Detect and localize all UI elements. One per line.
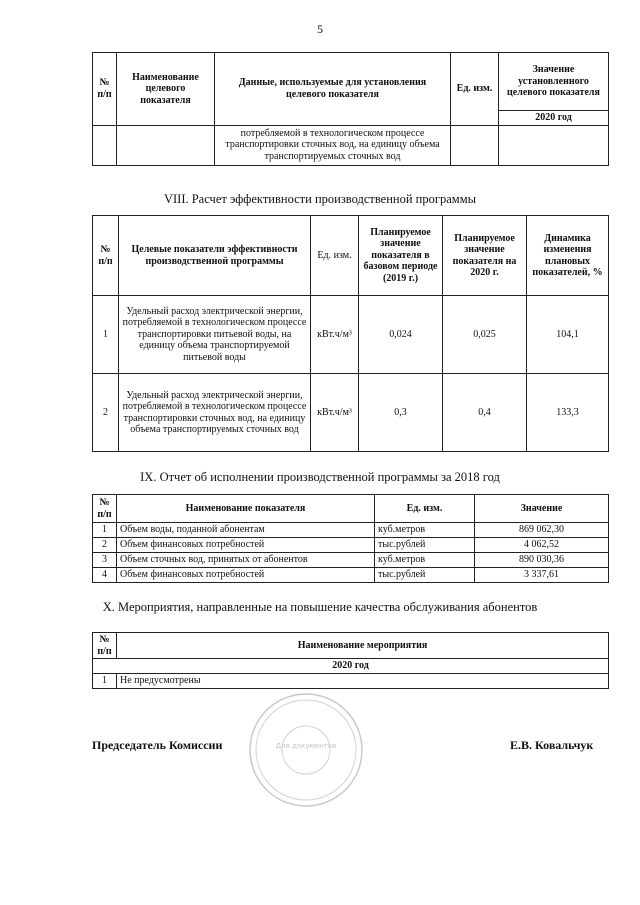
col-value: Значение <box>475 495 609 523</box>
col-name: Наименование мероприятия <box>117 633 609 659</box>
col-num: № п/п <box>93 216 119 296</box>
col-unit: Ед. изм. <box>451 53 499 126</box>
col-num: № п/п <box>93 53 117 126</box>
col-dyn: Динамика изменения плановых показателей, % <box>527 216 609 296</box>
table-row: 1 Не предусмотрены <box>93 674 609 689</box>
col-unit: Ед. изм. <box>311 216 359 296</box>
official-stamp <box>246 690 366 810</box>
col-num: № п/п <box>93 633 117 659</box>
table-row: 2 Удельный расход электрической энергии, потребляемой в технологическом процессе транспортировки сточных вод, на единицу объема транспортируемых сточных вод кВт.ч/м³ 0,3 0,4 133,3 <box>93 374 609 452</box>
col-base: Планируемое значение показателя в базовом периоде (2019 г.) <box>359 216 443 296</box>
col-num: № п/п <box>93 495 117 523</box>
col-data: Данные, используемые для установления целевого показателя <box>215 53 451 126</box>
year-row: 2020 год <box>93 659 609 674</box>
table-row: 1 Удельный расход электрической энергии, потребляемой в технологическом процессе транспортировки питьевой воды, на единицу объема транспортируемой питьевой воды кВт.ч/м³ 0,024 0,025 104,1 <box>93 296 609 374</box>
table-row: 3 Объем сточных вод, принятых от абонентов куб.метров 890 030,36 <box>93 553 609 568</box>
continuation-text: потребляемой в технологическом процессе транспортировки сточных вод, на единицу объема транспортируемых сточных вод <box>215 125 451 165</box>
measures-table <box>92 632 609 689</box>
signature-name: Е.В. Ковальчук <box>510 738 594 752</box>
table-row: 1 Объем воды, поданной абонентам куб.метров 869 062,30 <box>93 523 609 538</box>
page-number: 5 <box>317 22 323 36</box>
table-row: 4 Объем финансовых потребностей тыс.рублей 3 337,61 <box>93 568 609 583</box>
section10-title: X. Мероприятия, направленные на повышение качества обслуживания абонентов <box>102 600 538 614</box>
report-table <box>92 494 609 583</box>
section8-title: VIII. Расчет эффективности производственной программы <box>163 192 477 206</box>
col-plan: Планируемое значение показателя на 2020 г. <box>443 216 527 296</box>
target-indicators-table <box>92 52 609 166</box>
col-year: 2020 год <box>499 111 609 126</box>
efficiency-table <box>92 215 609 452</box>
col-name: Наименование целевого показателя <box>117 53 215 126</box>
table-row: 2 Объем финансовых потребностей тыс.рублей 4 062,52 <box>93 538 609 553</box>
col-name: Наименование показателя <box>117 495 375 523</box>
signature-title: Председатель Комиссии <box>92 738 223 752</box>
stamp-text: Для документов <box>275 742 337 750</box>
col-unit: Ед. изм. <box>375 495 475 523</box>
col-name: Целевые показатели эффективности производственной программы <box>119 216 311 296</box>
section9-title: IX. Отчет об исполнении производственной программы за 2018 год <box>140 470 500 484</box>
col-value: Значение установленного целевого показателя <box>499 53 609 111</box>
